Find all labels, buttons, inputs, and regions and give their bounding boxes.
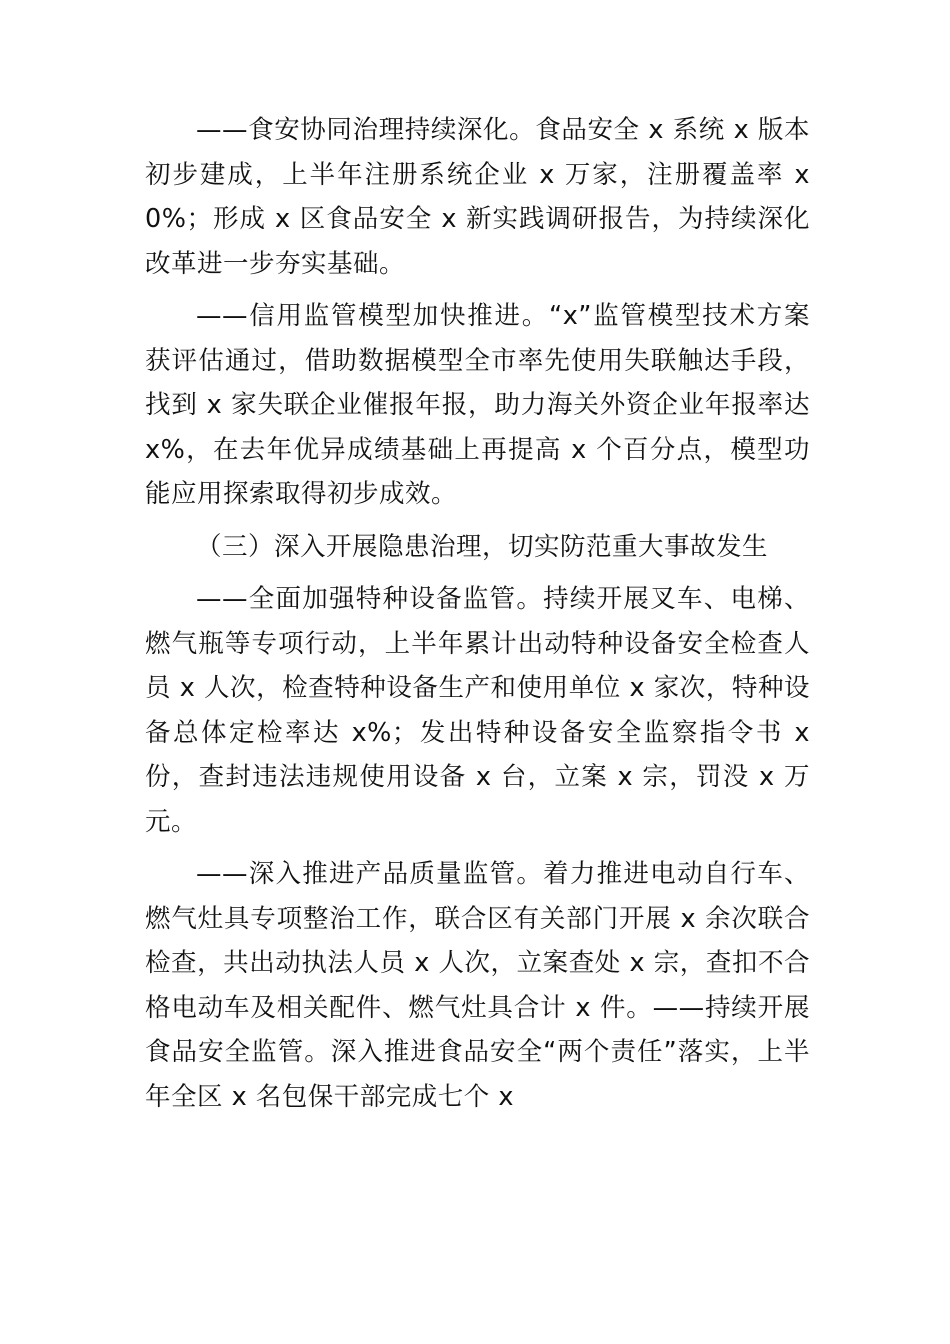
paragraph-special-equipment-supervision: ——全面加强特种设备监管。持续开展叉车、电梯、燃气瓶等专项行动，上半年累计出动特种设备安全检查人员 x 人次，检查特种设备生产和使用单位 x 家次，特种设备总体定检率达 x%；发出特种设备安全监察指令书 x 份，查封违法违规使用设备 x 台，立案 x 宗，罚没 x 万元。 (145, 584, 810, 837)
paragraph-credit-supervision-model: ——信用监管模型加快推进。“x”监管模型技术方案获评估通过，借助数据模型全市率先使用失联触达手段，找到 x 家失联企业催报年报，助力海关外资企业年报率达 x%，在去年优异成绩基础上再提高 x 个百分点，模型功能应用探索取得初步成效。 (145, 301, 810, 509)
paragraph-food-safety-governance: ——食安协同治理持续深化。食品安全 x 系统 x 版本初步建成，上半年注册系统企业 x 万家，注册覆盖率 x0%；形成 x 区食品安全 x 新实践调研报告，为持续深化改革进一步夯实基础。 (145, 115, 810, 279)
document-body (145, 108, 810, 1119)
section-heading-hazard-governance: （三）深入开展隐患治理，切实防范重大事故发生 (196, 531, 769, 562)
paragraph-product-quality-supervision: ——深入推进产品质量监管。着力推进电动自行车、燃气灶具专项整治工作，联合区有关部门开展 x 余次联合检查，共出动执法人员 x 人次，立案查处 x 宗，查扣不合格电动车及相关配件、燃气灶具合计 x 件。——持续开展食品安全监管。深入推进食品安全“两个责任”落实，上半年全区 x 名包保干部完成七个 x (145, 859, 810, 1112)
